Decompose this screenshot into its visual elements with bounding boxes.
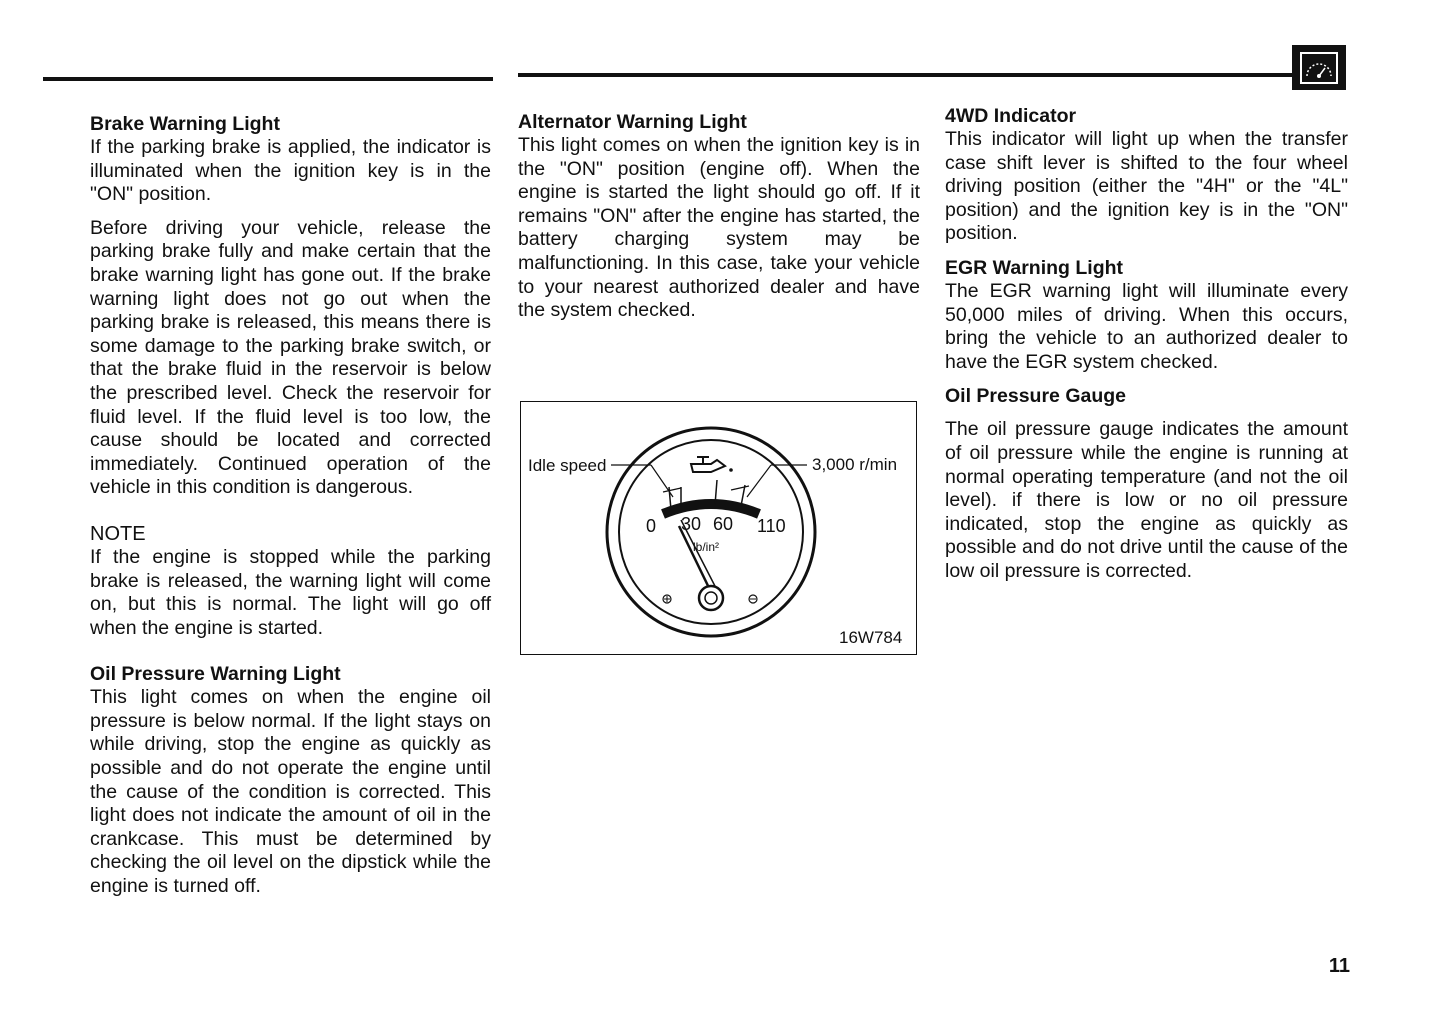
- unit-label: lb/in²: [693, 540, 720, 554]
- egr-heading: EGR Warning Light: [945, 256, 1124, 279]
- scale-30-label: 30: [681, 514, 702, 534]
- rpm-label: 3,000 r/min: [812, 455, 898, 474]
- column-left: [90, 112, 491, 899]
- brake-warning-heading: Brake Warning Light: [90, 113, 280, 135]
- oil-warning-heading: Oil Pressure Warning Light: [90, 663, 341, 686]
- scale-110-label: 110: [757, 516, 786, 536]
- top-rule-right: [518, 73, 1294, 77]
- oil-gauge-text: The oil pressure gauge indicates the amount of oil pressure while the engine is running at normal operating temperature (and not the oil level). if there is low or no oil pressure indicated, stop the engine as quickly as possible and do not drive until the cause of the low oil pressure is corrected.: [945, 418, 1348, 582]
- scale-60-label: 60: [713, 514, 734, 534]
- column-right: [945, 104, 1348, 584]
- 4wd-heading: 4WD Indicator: [945, 105, 1077, 127]
- idle-speed-label: Idle speed: [528, 456, 607, 475]
- oil-gauge-heading: Oil Pressure Gauge: [945, 385, 1126, 408]
- 4wd-text: This indicator will light up when the transfer case shift lever is shifted to the four wheel driving position (either the "4H" or the "4L" position) and the ignition key is in the "ON" position.: [945, 128, 1348, 245]
- alternator-text: This light comes on when the ignition key is in the "ON" position (engine off). When the engine is started the light should go off. If it remains "ON" after the engine has started, the battery charging system may be malfunctioning. In this case, take your vehicle to your nearest authorized dealer and have the system checked.: [518, 134, 920, 322]
- figure-code: 16W784: [839, 628, 903, 647]
- instrument-panel-icon: [1292, 45, 1346, 90]
- brake-warning-text-1: If the parking brake is applied, the indicator is illuminated when the ignition key is in the "ON" position.: [90, 136, 491, 206]
- column-middle: [518, 110, 920, 323]
- note-text: If the engine is stopped while the parking brake is released, the warning light will come on, but this is normal. The light will go off when the engine is started.: [90, 545, 491, 639]
- oil-warning-text: This light comes on when the engine oil pressure is below normal. If the light stays on while driving, stop the engine as quickly as possible and do not operate the engine until the cause of the condition is corrected. This light does not indicate the amount of oil in the crankcase. This must be determined by checking the oil level on the dipstick while the engine is turned off.: [90, 686, 491, 898]
- note-heading: NOTE: [90, 522, 146, 545]
- scale-0-label: 0: [646, 516, 657, 536]
- page-number: 11: [1328, 955, 1350, 977]
- oil-gauge-figure: [520, 401, 917, 655]
- egr-text: The EGR warning light will illuminate every 50,000 miles of driving. When this occurs, bring the vehicle to an authorized dealer to have the EGR system checked.: [945, 279, 1348, 373]
- top-rule-left: [43, 77, 493, 81]
- alternator-heading: Alternator Warning Light: [518, 111, 747, 133]
- brake-warning-text-2: Before driving your vehicle, release the parking brake fully and make certain that the brake warning light has gone out. If the brake warning light does not go out when the parking brake is released, this means there is some damage to the parking brake switch, or that the brake fluid in the reservoir is below the prescribed level. Check the reservoir for fluid level. If the fluid level is too low, the cause should be located and corrected immediately. Continued operation of the vehicle in this condition is dangerous.: [90, 216, 491, 499]
